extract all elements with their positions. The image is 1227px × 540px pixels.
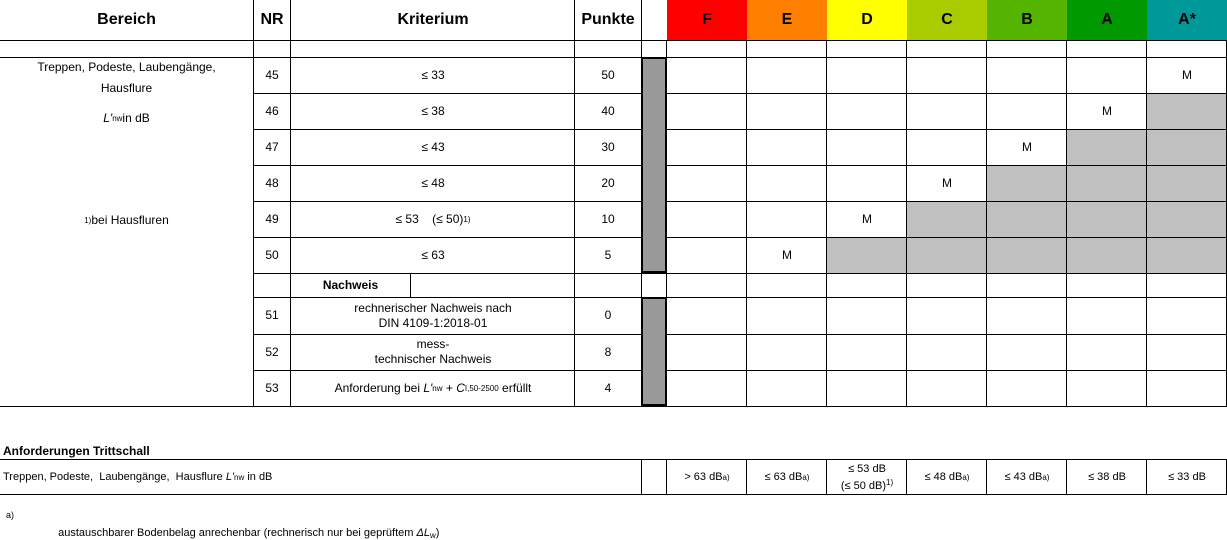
row-criterion: ≤ 48: [421, 175, 445, 190]
header-punkte: Punkte: [581, 11, 635, 28]
row-mark: M: [782, 247, 792, 262]
row-criterion: ≤ 53 (≤ 50) 1): [395, 211, 471, 226]
requirement-value-c: ≤ 48 dB a): [924, 470, 970, 483]
footnote-mark: a): [6, 510, 15, 520]
row-mark: M: [862, 211, 872, 226]
row-points: 20: [601, 175, 615, 190]
grade-shade: [1147, 94, 1227, 130]
row-criterion: ≤ 38: [421, 103, 445, 118]
grade-shade: [987, 166, 1227, 202]
row-mark: M: [1182, 67, 1192, 82]
requirement-value-a-star: ≤ 33 dB: [1168, 470, 1206, 483]
area-line-2: Hausflure: [100, 80, 153, 95]
separator-bar: [641, 57, 667, 273]
area-footnote: 1) bei Hausfluren: [84, 212, 169, 227]
row-mark: M: [942, 175, 952, 190]
row-mark: M: [1102, 103, 1112, 118]
requirement-value-d: ≤ 53 dB (≤ 50 dB)$^{1)}$: [840, 462, 894, 492]
row-points: 30: [601, 139, 615, 154]
requirement-value-f: > 63 dB a): [684, 470, 730, 483]
row-nr: 52: [265, 344, 279, 359]
row-points: 4: [604, 380, 612, 395]
requirement-value-e: ≤ 63 dB a): [764, 470, 810, 483]
grade-header-a: A: [1067, 0, 1147, 40]
grade-header-d: D: [827, 0, 907, 40]
requirement-value-a: ≤ 38 dB: [1088, 470, 1126, 483]
row-nr: 48: [265, 175, 279, 190]
row-nr: 45: [265, 67, 279, 82]
row-points: 5: [604, 247, 612, 262]
row-points: 40: [601, 103, 615, 118]
row-criterion: mess- technischer Nachweis: [374, 337, 492, 366]
grade-header-b: B: [987, 0, 1067, 40]
grade-header-f: F: [667, 0, 747, 40]
grade-header-c: C: [907, 0, 987, 40]
row-points: 10: [601, 211, 615, 226]
row-nr: 50: [265, 247, 279, 262]
requirement-value-b: ≤ 43 dB a): [1004, 470, 1050, 483]
requirements-row-label: Treppen, Podeste, Laubengänge, Hausflure L' nw in dB: [3, 470, 273, 483]
row-points: 8: [604, 344, 612, 359]
row-mark: M: [1022, 139, 1032, 154]
grade-shade: [827, 238, 1227, 273]
row-nr: 53: [265, 380, 279, 395]
nachweis-label: Nachweis: [322, 277, 379, 292]
row-nr: 51: [265, 308, 279, 322]
header-nr: NR: [260, 11, 284, 28]
grade-header-a-star: A*: [1147, 0, 1227, 40]
row-criterion: ≤ 63: [421, 247, 445, 262]
row-criterion: rechnerischer Nachweis nach DIN 4109-1:2018-01: [354, 300, 512, 330]
row-points: 50: [601, 67, 615, 82]
area-line-1: Treppen, Podeste, Laubengänge,: [37, 59, 216, 74]
header-bereich: Bereich: [97, 11, 156, 28]
row-criterion: Anforderung bei L' nw + C I,50-2500 erfüllt: [334, 380, 532, 395]
row-nr: 46: [265, 103, 279, 118]
row-nr: 47: [265, 139, 279, 154]
row-points: 0: [604, 308, 612, 322]
header-kriterium: Kriterium: [397, 11, 469, 28]
area-metric: L' nw in dB: [103, 110, 150, 125]
row-criterion: ≤ 33: [421, 67, 445, 82]
separator-bar: [641, 297, 667, 406]
grade-shade: [1067, 130, 1227, 166]
row-nr: 49: [265, 211, 279, 226]
grade-header-e: E: [747, 0, 827, 40]
footnote-text: austauschbarer Bodenbelag anrechenbar (rechnerisch nur bei geprüftem $\Delta L_w$): [58, 527, 440, 540]
requirements-title: Anforderungen Trittschall: [3, 444, 150, 458]
grade-shade: [907, 202, 1227, 238]
row-criterion: ≤ 43: [421, 139, 445, 154]
